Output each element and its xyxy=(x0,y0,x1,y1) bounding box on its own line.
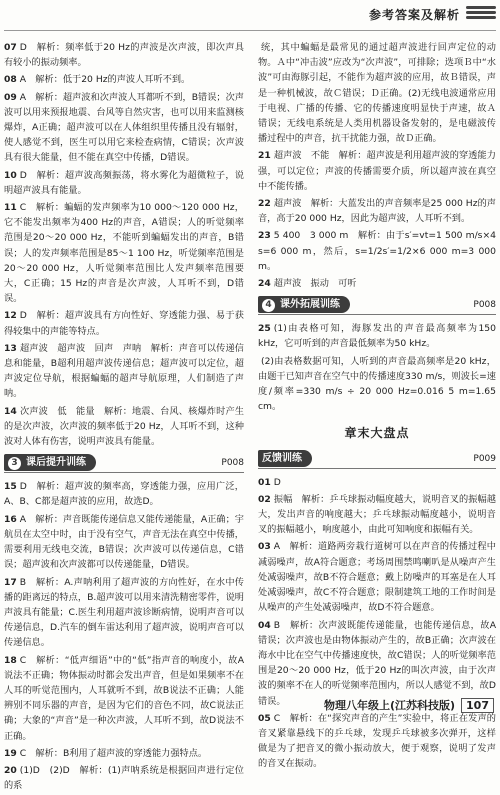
book-stack-icon xyxy=(466,4,496,24)
answer-number: 14 xyxy=(4,405,17,417)
answer-item xyxy=(4,341,244,402)
answer-item xyxy=(258,618,496,709)
answer-text: D 解析：超声波具有方向性好、穿透能力强、易于获得较集中的声能等特点。 xyxy=(4,310,244,337)
answer-text: A 解析：道路两旁栽行道树可以在声音的传播过程中减弱噪声，故A符合题意；考场周围禁鸣喇叭是从噪声产生处减弱噪声，故B不符合题意；戴上防噪声的耳塞是在人耳处减弱噪声，故C不符合题意；限制建筑工地的工作时间是从噪声的产生处减弱噪声，故D不符合题意。 xyxy=(258,541,496,614)
section-page-ref: P008 xyxy=(473,300,496,311)
answer-number: 23 xyxy=(258,230,271,242)
answer-item xyxy=(258,40,496,146)
section-header-after-class xyxy=(4,454,244,473)
answer-number: 18 xyxy=(4,654,17,666)
page-footer xyxy=(324,697,494,713)
page-header-title: 参考答案及解析 xyxy=(368,8,460,22)
answer-item xyxy=(4,479,244,509)
section-header-extension xyxy=(258,296,496,315)
answer-item xyxy=(4,72,244,87)
answer-number: 01 xyxy=(258,476,271,488)
section-label: 课后提升训练 xyxy=(26,457,86,469)
answer-item xyxy=(4,404,244,450)
answer-text: D 解析：超声波高频振荡，将水雾化为超微粒子，说明超声波具有能量。 xyxy=(4,169,244,196)
answer-item xyxy=(4,575,244,651)
answer-text: 超声波 不能 解析：超声波是利用超声波的穿透能力强，可以定位；声波的传播需要介质，所以超声波在真空中不能传播。 xyxy=(258,150,496,192)
answer-item xyxy=(4,90,244,166)
section-badge xyxy=(258,296,350,313)
section-badge xyxy=(4,454,96,471)
answer-text: D 解析：频率低于20 Hz的声波是次声波，即次声具有较小的振动频率。 xyxy=(4,42,244,69)
answer-number: 08 xyxy=(4,74,17,86)
answer-number: 05 xyxy=(258,712,271,724)
answer-item xyxy=(4,763,244,793)
section-label: 反馈训练 xyxy=(262,452,302,464)
page-number: 107 xyxy=(461,698,494,713)
answer-text: B 解析：A.声呐利用了超声波的方向性好，在水中传播的距离远的特点，B.超声波可以用来清洗精密零件，说明声波具有能量；C.医生利用超声波诊断病情，说明声音可以传递信息，D.汽车的倒车雷达利用了超声波，说明声音可以传递信息。 xyxy=(4,576,244,649)
header-rule xyxy=(4,30,496,31)
answer-item xyxy=(258,321,496,351)
answer-text: (1)由表格可知，海豚发出的声音最高频率为150 kHz，它可听到的声音最低频率为50 kHz。 xyxy=(258,323,496,350)
answer-item xyxy=(258,539,496,615)
section-page-ref: P008 xyxy=(221,458,244,469)
answer-number: 25 xyxy=(258,323,271,335)
page-header xyxy=(0,0,500,34)
section-number: 3 xyxy=(8,457,21,470)
section-badge xyxy=(258,450,312,467)
footer-book-title: 物理八年级上(江苏科技版) xyxy=(323,699,456,712)
answer-text: 超声波 解析：大蓝发出的声音频率是25 000 Hz的声音，高于20 000 Hz，因此为超声波，人耳听不到。 xyxy=(258,198,496,225)
answer-number: 20 xyxy=(4,764,17,776)
answer-number: 16 xyxy=(4,513,17,525)
answer-number: 07 xyxy=(4,42,17,53)
section-header-feedback xyxy=(258,450,496,469)
answer-text: 统，其中蝙蝠是最常见的通过超声波进行回声定位的动物。Ａ中“冲击波”应改为“次声波”，可排除；选项Ｂ中“水波”可由海豚引起，不能作为超声波的应用，故Ｂ错误，声是一种机械波，故Ｃ错误；Ｄ正确。(2)无线电波通常应用于电视、广播的传播、它的传播速度明显快于声速，故Ａ错误；无线电系统是人类用机器设备发射的，是电磁波传播过程中的声音，抗干扰能力强，故Ｄ正确。 xyxy=(258,42,496,145)
answer-item xyxy=(4,40,244,70)
answer-number: 24 xyxy=(258,278,271,290)
answer-item xyxy=(258,228,496,274)
answer-number: 10 xyxy=(4,169,17,181)
answer-number: 09 xyxy=(4,91,17,103)
answer-number: 12 xyxy=(4,310,17,322)
answer-item xyxy=(258,276,496,291)
answer-number: 02 xyxy=(258,493,271,505)
section-number: 4 xyxy=(262,299,275,312)
answer-item xyxy=(4,512,244,573)
answer-item xyxy=(4,168,244,198)
answer-number: 22 xyxy=(258,198,271,210)
answer-item xyxy=(258,711,496,772)
answer-number: 21 xyxy=(258,150,271,162)
answer-text: (1)D (2)D 解析：(1)声呐系统是根据回声进行定位的系 xyxy=(4,764,244,792)
answer-text: A 解析：低于20 Hz的声波人耳听不到。 xyxy=(19,74,191,86)
answer-number: 19 xyxy=(4,747,17,759)
answer-number: 13 xyxy=(4,342,17,354)
answer-text: C 解析：“低声细语”中的“低”指声音的响度小，故A说法不正确；物体振动时都会发出声音，但是如果频率不在人耳的听觉范围内，人耳就听不到，故B说法不正确；人能辨别不同乐器的声音，是因为它们的音色不同，故C说法正确；大象的“声音”是一种次声波，人耳听不到，故D说法不正确。 xyxy=(4,654,244,742)
answer-text: D xyxy=(273,476,281,488)
answer-item xyxy=(4,308,244,338)
answer-text: C 解析：蝙蝠的发声频率为10 000～120 000 Hz，它不能发出频率为400 Hz的声音，A错误；人的听觉频率范围是20～20 000 Hz，不能听到蝙蝠发出的声音，B错误；人的发声频率范围是85～1 100 Hz，听觉频率范围是20～20 000 Hz，人听觉频率范围比人发声频率范围要大，C正确；15 Hz的声音是次声波，人耳听不到，D错误。 xyxy=(4,202,244,305)
answer-item xyxy=(258,148,496,194)
answer-text: B 解析：次声波既能传递能量，也能传递信息，故A错误；次声波也是由物体振动产生的，故B正确；次声波在海水中比在空气中传播速度快，故C错误；人的听觉频率范围是20～20 000 Hz，低于20 Hz的叫次声波，由于次声波的频率不在人的听觉频率范围内，所以人感觉不到，故D错误。 xyxy=(258,619,496,707)
answer-item xyxy=(258,475,496,490)
section-label: 课外拓展训练 xyxy=(280,299,340,311)
section-page-ref: P009 xyxy=(473,453,496,464)
answer-text: (2)由表格数据可知，人听到的声音最高频率是20 kHz，由题干已知声音在空气中的传播速度330 m/s，则波长=速度/频率=330 m/s ÷ 20 000 Hz=0.016 5 m=1.65 cm。 xyxy=(258,355,496,413)
right-column xyxy=(258,40,496,774)
answer-text: D 解析：超声波的频率高，穿透能力强，应用广泛，A、B、C都是超声波的应用，故选D。 xyxy=(4,481,244,508)
answer-text: 5 400 3 000 m 解析：由于s′=vt=1 500 m/s×4 s=6 000 m，然后，s=1/2s′=1/2×6 000 m=3 000 m。 xyxy=(258,230,496,272)
answer-text: C 解析：B利用了超声波的穿透能力强特点。 xyxy=(19,747,208,759)
answer-text: 振幅 解析：乒乓球振动幅度越大，说明音叉的振幅越大，发出声音的响度越大；乒乓球振动幅度越小，说明音叉的振幅越小，响度越小，由此可知响度和振幅有关。 xyxy=(258,493,496,536)
answer-item xyxy=(258,492,496,538)
chapter-title: 章末大盘点 xyxy=(344,426,410,441)
answer-number: 04 xyxy=(258,619,271,631)
answer-item xyxy=(4,746,244,761)
answer-item xyxy=(258,196,496,226)
answer-text: 超声波 超声波 回声 声呐 解析：声音可以传递信息和能量，B超利用超声波传递信息；超声波可以定位，超声波定位导航，根据蝙蝠的超声导航原理，人们制造了声呐。 xyxy=(4,342,244,400)
answer-number: 11 xyxy=(4,202,17,214)
answer-item xyxy=(4,653,244,744)
answer-text: A 解析：超声波和次声波人耳都听不到，B错误；次声波可以用来预报地震、台风等自然灾害，也可以用来监测核爆炸，A正确；超声波可以在人体组织里传播且没有辐射，使人感觉不到，医生可以用它来检查病情，C错误；次声波具有很大能量，但不能在真空中传播，D错误。 xyxy=(4,91,244,164)
answer-text: 超声波 振动 可听 xyxy=(273,278,357,290)
left-column xyxy=(4,40,244,795)
answer-item xyxy=(258,354,496,415)
answer-text: A 解析：声音既能传递信息又能传递能量，A正确；宇航员在太空中时，由于没有空气，声音无法在真空中传播，需要利用无线电交流，B错误；次声波可以传递信息，C错误；超声波和次声波都可以传递能量，D错误。 xyxy=(4,513,244,571)
answer-number: 15 xyxy=(4,481,17,493)
answer-item xyxy=(4,200,244,306)
answer-number: 17 xyxy=(4,576,17,588)
answer-text: 次声波 低 能量 解析：地震、台风、核爆炸时产生的是次声波，次声波的频率低于20 Hz，人耳听不到，这种波对人体有伤害，说明声波具有能量。 xyxy=(4,405,244,448)
answer-number: 03 xyxy=(258,541,271,553)
answer-text: C 解析：在“探究声音的产生”实验中，将正在发声的音叉紧靠悬线下的乒乓球，发现乒乓球被多次弹开，这样做是为了把音叉的微小振动放大，便于观察，说明了发声的音叉在振动。 xyxy=(258,712,496,770)
